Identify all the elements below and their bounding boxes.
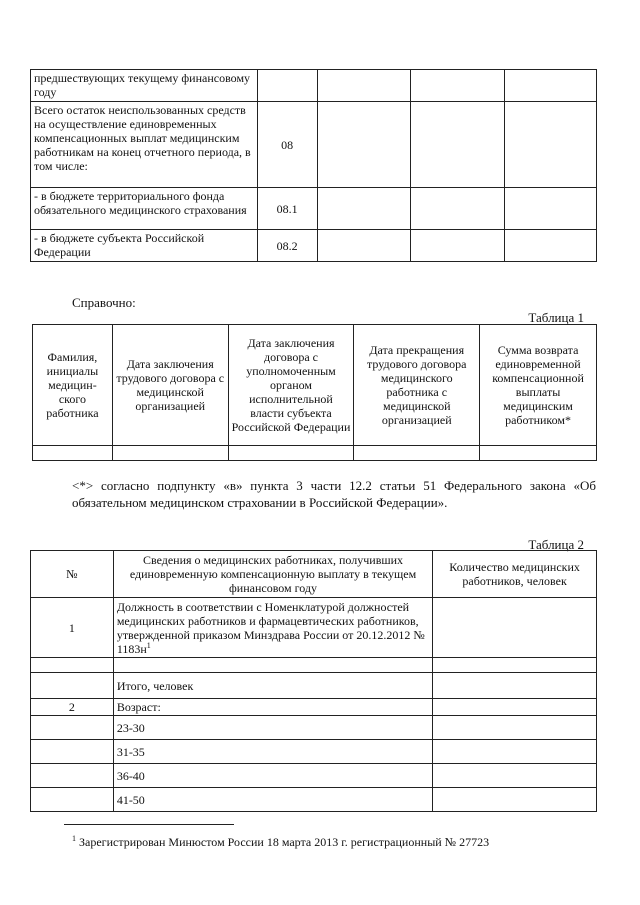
table2-header-count: Количество медицинских работников, человек [433,551,597,598]
balance-row-code: 08.2 [257,230,317,262]
table1-cell [33,446,113,461]
balance-row-label: - в бюджете субъекта Российской Федерации [31,230,258,262]
age-range: 23-30 [113,716,432,740]
table2-caption: Таблица 2 [528,537,584,552]
table2-row-num: 1 [31,598,114,658]
table1 [32,324,597,461]
table1-cell [228,446,354,461]
table2-count-cell [433,598,597,658]
balance-table [30,69,597,262]
table1-header: Дата заключения договора с уполномоченным органом исполнительной власти субъекта Российской Федерации [228,325,354,446]
age-label: Возраст: [113,699,432,716]
position-text: Должность в соответствии с Номенклатурой должностей медицинских работников и фармацевтических работников, утвержденной приказом Минздрава России от 20.12.2012 № 1183н [116,599,425,656]
table1-caption: Таблица 1 [528,310,584,325]
footnote-text: Зарегистрирован Минюстом России 18 марта 2013 г. регистрационный № 27723 [79,835,490,849]
balance-row-code: 08 [257,102,317,188]
balance-row-label: предшествующих текущему финансовому году [31,70,258,102]
table1-header: Дата заключения трудового договора с медицинской организацией [112,325,228,446]
table2 [30,550,597,812]
footnote-ref: 1 [146,640,151,650]
footnote-mark: 1 [72,834,76,843]
balance-row-code: 08.1 [257,188,317,230]
reference-label: Справочно: [72,295,136,310]
table2-header-info: Сведения о медицинских работниках, получивших единовременную компенсационную выплату в текущем финансовом году [113,551,432,598]
table1-cell [480,446,597,461]
table2-position-cell [113,598,432,658]
table2-header-num: № [31,551,114,598]
total-label: Итого, человек [113,673,432,699]
balance-row-label: - в бюджете территориального фонда обязательного медицинского страхования [31,188,258,230]
age-range: 41-50 [113,788,432,812]
balance-row-code [257,70,317,102]
table1-cell [112,446,228,461]
table2-row-num: 2 [31,699,114,716]
balance-row-label: Всего остаток неиспользованных средств на осуществление единовременных компенсационных выплат медицинским работникам на конец отчетного периода, в том числе: [31,102,258,188]
table1-header: Дата прекращения трудового договора медицинского работника с медицинской организацией [354,325,480,446]
age-range: 31-35 [113,740,432,764]
table1-header: Сумма возврата единовременной компенсационной выплаты медицинским работником* [480,325,597,446]
footnote-separator [64,824,234,825]
footnote-1 [72,834,489,851]
footnote-star: <*> согласно подпункту «в» пункта 3 части 12.2 статьи 51 Федерального закона «Об обязательном медицинском страховании в Российской Федерации». [72,478,596,510]
table1-header: Фамилия, инициалы медицин-ского работника [33,325,113,446]
table1-cell [354,446,480,461]
age-range: 36-40 [113,764,432,788]
